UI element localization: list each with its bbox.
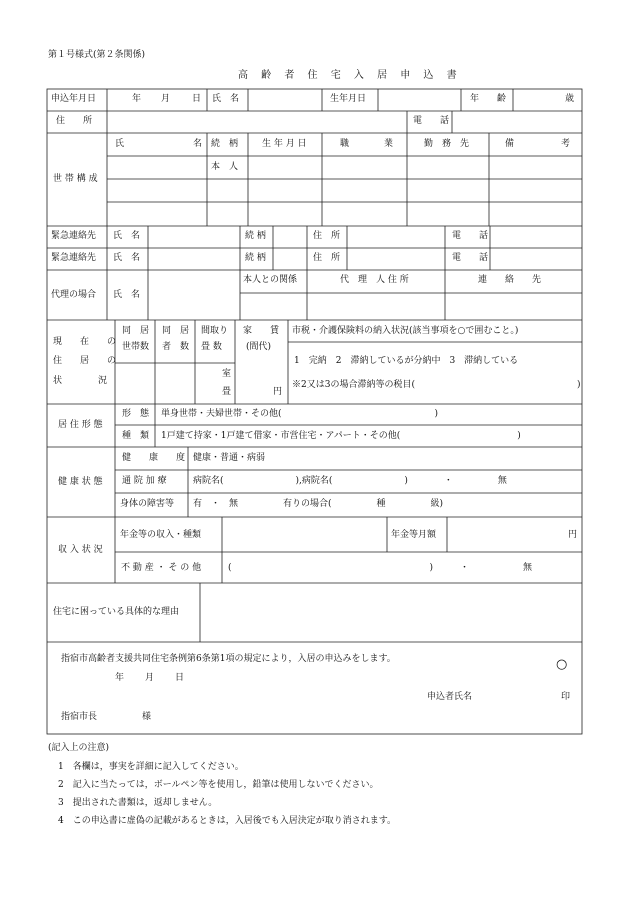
emergency2-name-label: 氏 名 bbox=[113, 253, 141, 263]
date-year-unit: 年 bbox=[132, 94, 142, 104]
date-day-unit: 日 bbox=[192, 94, 202, 104]
notes-heading: (記入上の注意) bbox=[48, 743, 110, 753]
emergency2-address-label: 住 所 bbox=[313, 253, 341, 263]
household-col-work: 勤 務 先 bbox=[424, 139, 470, 149]
rent-yen-unit: 円 bbox=[273, 387, 283, 397]
disability-label: 身体の障害等 bbox=[120, 499, 175, 509]
note-item-4: 4 この申込書に虚偽の記載があるときは，入居後でも入居決定が取り消されます。 bbox=[58, 816, 397, 826]
emergency1-label: 緊急連絡先 bbox=[51, 231, 97, 241]
household-col-note-a: 備 bbox=[505, 139, 515, 149]
residence-type-options[interactable]: 1戸建て持家・1戸建て借家・市営住宅・アパート・その他( ) bbox=[161, 431, 521, 441]
mayor-honorific: 様 bbox=[142, 712, 152, 722]
health-label: 健 康 状 態 bbox=[58, 477, 103, 487]
room-label-2: 畳 bbox=[222, 387, 232, 397]
age-unit: 歳 bbox=[565, 94, 575, 104]
note-item-2: 2 記入に当たっては，ボールペン等を使用し，鉛筆は使用しないでください。 bbox=[58, 780, 379, 790]
emergency2-phone-label: 電 話 bbox=[452, 253, 489, 263]
same-people-label-2: 者 数 bbox=[162, 342, 190, 352]
form-title: 高 齢 者 住 宅 入 居 申 込 書 bbox=[238, 70, 462, 81]
residence-form-options[interactable]: 単身世帯・夫婦世帯・その他( ) bbox=[161, 409, 439, 419]
declaration-year: 年 bbox=[115, 673, 125, 683]
residence-form-row-label: 形 態 bbox=[122, 409, 150, 419]
address-label: 住 所 bbox=[56, 116, 93, 126]
hospital-label: 通 院 加 療 bbox=[122, 476, 167, 486]
address-field[interactable] bbox=[108, 112, 406, 132]
current-label-1: 現 在 の bbox=[53, 337, 117, 347]
agent-name-label: 氏 名 bbox=[113, 290, 141, 300]
household-col-job-b: 業 bbox=[384, 139, 394, 149]
household-col-note-b: 考 bbox=[561, 139, 571, 149]
reason-field[interactable] bbox=[201, 584, 581, 641]
agent-relation-label: 本人との関係 bbox=[243, 275, 298, 285]
applicant-signature-label: 申込者氏名 bbox=[427, 692, 473, 702]
layout-label-2: 畳 数 bbox=[201, 342, 222, 352]
household-self-label: 本 人 bbox=[211, 162, 239, 172]
age-label: 年 齢 bbox=[470, 94, 507, 104]
emergency1-phone-label: 電 話 bbox=[452, 231, 489, 241]
form-number: 第１号様式(第２条関係) bbox=[48, 50, 146, 60]
household-col-name-b: 名 bbox=[193, 139, 203, 149]
birth-label: 生年月日 bbox=[330, 94, 367, 104]
rent-label-2: (間代) bbox=[246, 342, 272, 352]
current-label-3: 状 況 bbox=[53, 376, 108, 386]
tax-status-options[interactable]: 1 完納 2 滞納しているが分納中 3 滞納している bbox=[294, 356, 519, 366]
emergency2-relation-label: 続 柄 bbox=[245, 253, 266, 263]
mayor-label: 指宿市長 bbox=[61, 712, 98, 722]
phone-label: 電 話 bbox=[413, 116, 450, 126]
household-col-job-a: 職 bbox=[340, 139, 350, 149]
current-label-2: 住 居 の bbox=[53, 356, 117, 366]
pension-yen-unit: 円 bbox=[568, 530, 578, 540]
applicant-name-field[interactable] bbox=[249, 90, 321, 110]
date-label: 申込年月日 bbox=[51, 94, 97, 104]
seal-label: 印 bbox=[561, 692, 571, 702]
declaration-month: 月 bbox=[145, 673, 155, 683]
phone-field[interactable] bbox=[453, 112, 581, 132]
declaration-day: 日 bbox=[175, 673, 185, 683]
declaration-text: 指宿市高齢者支援共同住宅条例第6条第1項の規定により，入居の申込みをします。 bbox=[61, 654, 396, 664]
residence-type-row-label: 種 類 bbox=[122, 431, 150, 441]
health-degree-label: 健 康 度 bbox=[122, 453, 186, 463]
pension-monthly-label: 年金等月額 bbox=[391, 530, 437, 540]
realestate-label: 不 動 産 ・ そ の 他 bbox=[121, 563, 202, 573]
reason-label: 住宅に困っている具体的な理由 bbox=[53, 607, 180, 617]
layout-label-1: 間取り bbox=[201, 326, 229, 336]
health-degree-options[interactable]: 健康・普通・病弱 bbox=[193, 453, 266, 463]
note-item-1: 1 各欄は，事実を詳細に記入してください。 bbox=[58, 762, 244, 772]
emergency1-address-label: 住 所 bbox=[313, 231, 341, 241]
date-month-unit: 月 bbox=[161, 94, 171, 104]
rent-label-1: 家 賃 bbox=[243, 326, 280, 336]
same-people-label-1: 同 居 bbox=[162, 326, 190, 336]
household-col-birth: 生 年 月 日 bbox=[262, 139, 307, 149]
same-household-label-2: 世帯数 bbox=[122, 342, 150, 352]
disability-options[interactable]: 有 ・ 無 有りの場合( 種 級) bbox=[193, 499, 444, 509]
tax-status-title: 市税・介護保険料の納入状況(該当事項を○で囲むこと。) bbox=[292, 326, 519, 336]
household-col-name-a: 氏 bbox=[115, 139, 125, 149]
note-item-3: 3 提出された書類は，返却しません。 bbox=[58, 798, 218, 808]
room-label-1: 室 bbox=[222, 369, 232, 379]
name-label: 氏 名 bbox=[212, 94, 240, 104]
emergency2-label: 緊急連絡先 bbox=[51, 253, 97, 263]
income-label: 収 入 状 況 bbox=[58, 545, 103, 555]
residence-form-label: 居 住 形 態 bbox=[58, 420, 103, 430]
realestate-options[interactable]: ( ) ・ 無 bbox=[228, 563, 533, 573]
tax-arrears-note: ※2又は3の場合滞納等の税目( ) bbox=[292, 380, 581, 390]
same-household-label-1: 同 居 bbox=[122, 326, 150, 336]
seal-circle-icon: ○ bbox=[556, 657, 568, 672]
agent-label: 代理の場合 bbox=[51, 290, 97, 300]
birthdate-field[interactable] bbox=[379, 90, 460, 110]
applicant-signature-field[interactable] bbox=[485, 688, 555, 704]
pension-type-field[interactable] bbox=[223, 518, 386, 551]
household-col-relation: 続 柄 bbox=[211, 139, 239, 149]
emergency1-relation-label: 続 柄 bbox=[245, 231, 266, 241]
household-label: 世 帯 構 成 bbox=[53, 174, 98, 184]
agent-contact-label: 連 絡 先 bbox=[478, 275, 542, 285]
pension-type-label: 年金等の収入・種類 bbox=[120, 530, 202, 540]
agent-address-label: 代 理 人 住 所 bbox=[340, 275, 409, 285]
hospital-options[interactable]: 病院名( ),病院名( ) ・ 無 bbox=[193, 476, 507, 486]
emergency1-name-label: 氏 名 bbox=[113, 231, 141, 241]
